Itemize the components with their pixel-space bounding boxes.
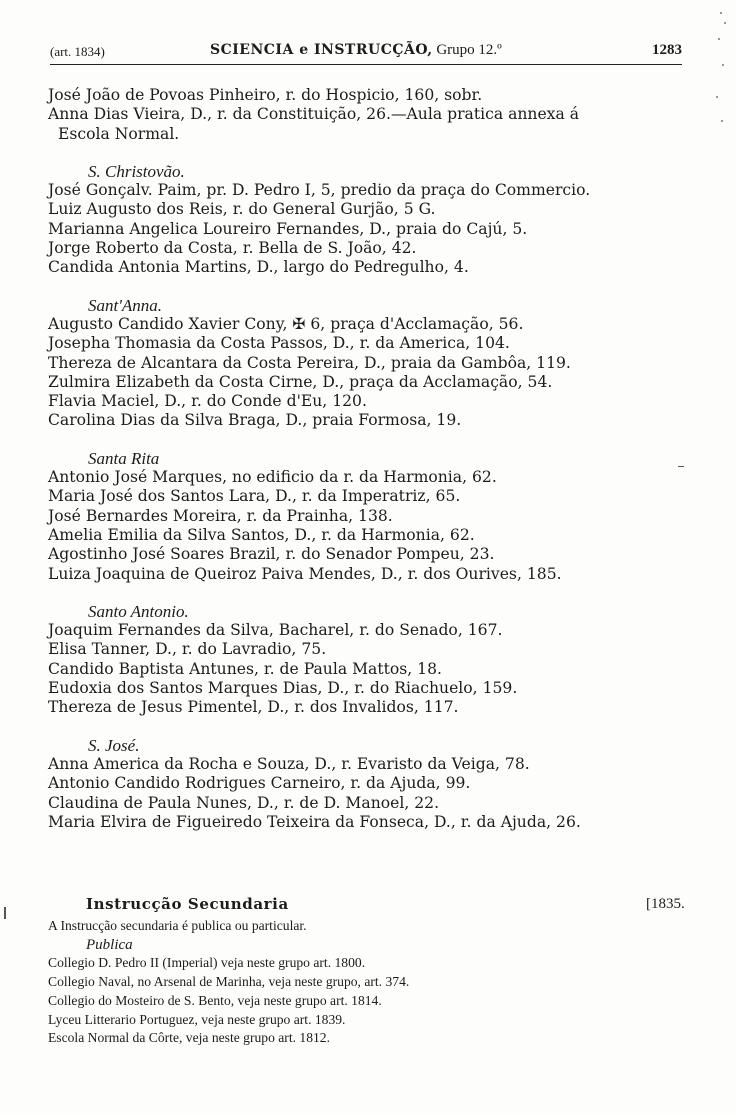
listing-line: José Bernardes Moreira, r. da Prainha, 138. [48,506,393,525]
article-number: [1835. [646,896,685,912]
listing-line: Luiza Joaquina de Queiroz Paiva Mendes, D., r. dos Ourives, 185. [48,564,562,583]
listing-line: Antonio Candido Rodrigues Carneiro, r. da Ajuda, 99. [48,774,471,793]
listing-line: Maria Elvira de Figueiredo Teixeira da Fonseca, D., r. da Ajuda, 26. [48,812,581,831]
listing-line: Marianna Angelica Loureiro Fernandes, D., praia do Cajú, 5. [48,219,528,238]
main-listing [48,86,688,832]
listing-line: Augusto Candido Xavier Cony, ✠ 6, praça d'Acclamação, 56. [48,314,524,333]
listing-line: Zulmira Elizabeth da Costa Cirne, D., praça da Acclamação, 54. [48,372,553,391]
listing-line: José João de Povoas Pinheiro, r. do Hospicio, 160, sobr. [48,86,483,104]
publica-label: Publica [86,936,133,953]
listing-line: Jorge Roberto da Costa, r. Bella de S. João, 42. [48,239,417,258]
secundaria-line: Escola Normal da Côrte, veja neste grupo art. 1812. [48,1030,330,1046]
listing-line: Carolina Dias da Silva Braga, D., praia Formosa, 19. [48,411,462,430]
listing-line: Thereza de Alcantara da Costa Pereira, D., praia da Gambôa, 119. [48,353,571,372]
margin-specks [708,8,728,138]
secundaria-line: Collegio D. Pedro II (Imperial) veja neste grupo art. 1800. [48,955,366,971]
secundaria-line: Collegio Naval, no Arsenal de Marinha, veja neste grupo, art. 374. [48,974,410,990]
listing-line: Josepha Thomasia da Costa Passos, D., r. da America, 104. [48,334,510,353]
listing-line: Elisa Tanner, D., r. do Lavradio, 75. [48,640,327,659]
listing-line: Anna America da Rocha e Souza, D., r. Evaristo da Veiga, 78. [48,754,530,773]
listing-line: Candida Antonia Martins, D., largo do Pedregulho, 4. [48,258,469,277]
section-title-s-jose: S. José. [88,735,140,755]
listing-line: Luiz Augusto dos Reis, r. do General Gurjão, 5 G. [48,200,436,219]
margin-dash [678,466,684,467]
listing-line: Thereza de Jesus Pimentel, D., r. dos Invalidos, 117. [48,698,459,717]
margin-tick [4,907,6,919]
section-title-sant-anna: Sant'Anna. [88,295,162,315]
running-title [210,42,502,59]
section-title-santa-rita: Santa Rita [88,448,160,468]
listing-line: José Gonçalv. Paim, pr. D. Pedro I, 5, predio da praça do Commercio. [48,181,591,200]
listing-line: Maria José dos Santos Lara, D., r. da Imperatriz, 65. [48,487,461,506]
listing-line: Escola Normal. [58,124,180,143]
listing-line: Candido Baptista Antunes, r. de Paula Mattos, 18. [48,659,442,678]
page-header [50,40,682,65]
listing-line: Agostinho José Soares Brazil, r. do Senador Pompeu, 23. [48,545,495,564]
section-title-santo-antonio: Santo Antonio. [88,601,189,621]
listing-line: Anna Dias Vieira, D., r. da Constituição, 26.—Aula pratica annexa á [48,105,580,124]
listing-line: Amelia Emilia da Silva Santos, D., r. da Harmonia, 62. [48,525,475,544]
section-title-s-christovao: S. Christovão. [88,161,185,181]
secundaria-line: Lyceu Litterario Portuguez, veja neste grupo art. 1839. [48,1011,346,1027]
article-reference: (art. 1834) [50,44,105,59]
running-title-main: SCIENCIA e INSTRUCÇÃO, [210,42,433,58]
running-title-group: Grupo 12.º [436,42,502,58]
page-number: 1283 [652,42,682,58]
instrucao-secundaria-section [48,895,708,1048]
secundaria-title: Instrucção Secundaria [86,895,289,913]
listing-line: Claudina de Paula Nunes, D., r. de D. Manoel, 22. [48,793,440,812]
listing-line: Eudoxia dos Santos Marques Dias, D., r. do Riachuelo, 159. [48,679,518,698]
listing-line: Antonio José Marques, no edificio da r. da Harmonia, 62. [48,468,497,487]
listing-line: Joaquim Fernandes da Silva, Bacharel, r. do Senado, 167. [48,621,503,640]
secundaria-heading [48,895,708,917]
secundaria-intro: A Instrucção secundaria é publica ou particular. [48,918,307,933]
secundaria-line: Collegio do Mosteiro de S. Bento, veja neste grupo art. 1814. [48,992,382,1008]
listing-line: Flavia Maciel, D., r. do Conde d'Eu, 120. [48,392,367,411]
